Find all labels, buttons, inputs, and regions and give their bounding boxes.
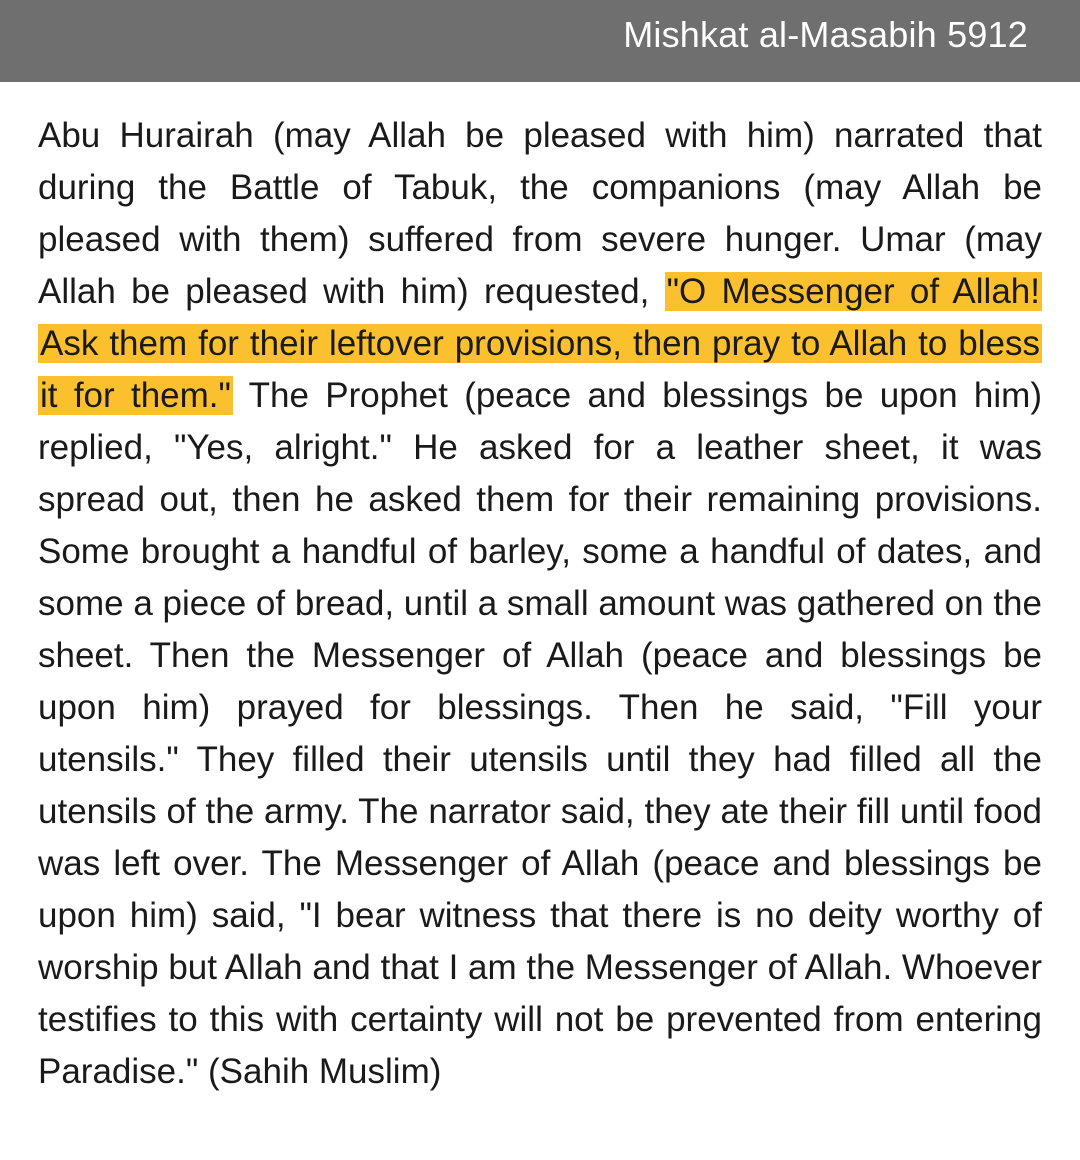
highlighted-quote: "O Messenger of Allah! Ask them for their leftover provisions, then pray to Allah to bless it for them." — [40, 272, 1040, 415]
hadith-text-intro: Abu Hurairah (may Allah be pleased with him) narrated that during the Battle of Tabuk, the companions (may Allah be pleased with them) suffered from severe hunger. Umar (may Allah be pleased with him) requested, — [38, 116, 1042, 311]
hadith-paragraph — [38, 110, 1042, 1098]
hadith-body — [38, 110, 1042, 1150]
page-title: Mishkat al-Masabih 5912 — [623, 14, 1028, 55]
hadith-text-continuation: The Prophet (peace and blessings be upon him) replied, "Yes, alright." He asked for a leather sheet, it was spread out, then he asked them for their remaining provisions. Some brought a handful of barley, some a handful of dates, and some a piece of bread, until a small amount was gathered on the sheet. Then the Messenger of Allah (peace and blessings be upon him) prayed for blessings. Then he said, "Fill your utensils." They filled their utensils until they had filled all the utensils of the army. The narrator said, they ate their fill until food was left over. The Messenger of Allah (peace and blessings be upon him) said, "I bear witness that there is no deity worthy of worship but Allah and that I am the Messenger of Allah. Whoever testifies to this with certainty will not be prevented from entering Paradise." (Sahih Muslim) — [38, 376, 1042, 1091]
header-bar — [0, 0, 1080, 82]
